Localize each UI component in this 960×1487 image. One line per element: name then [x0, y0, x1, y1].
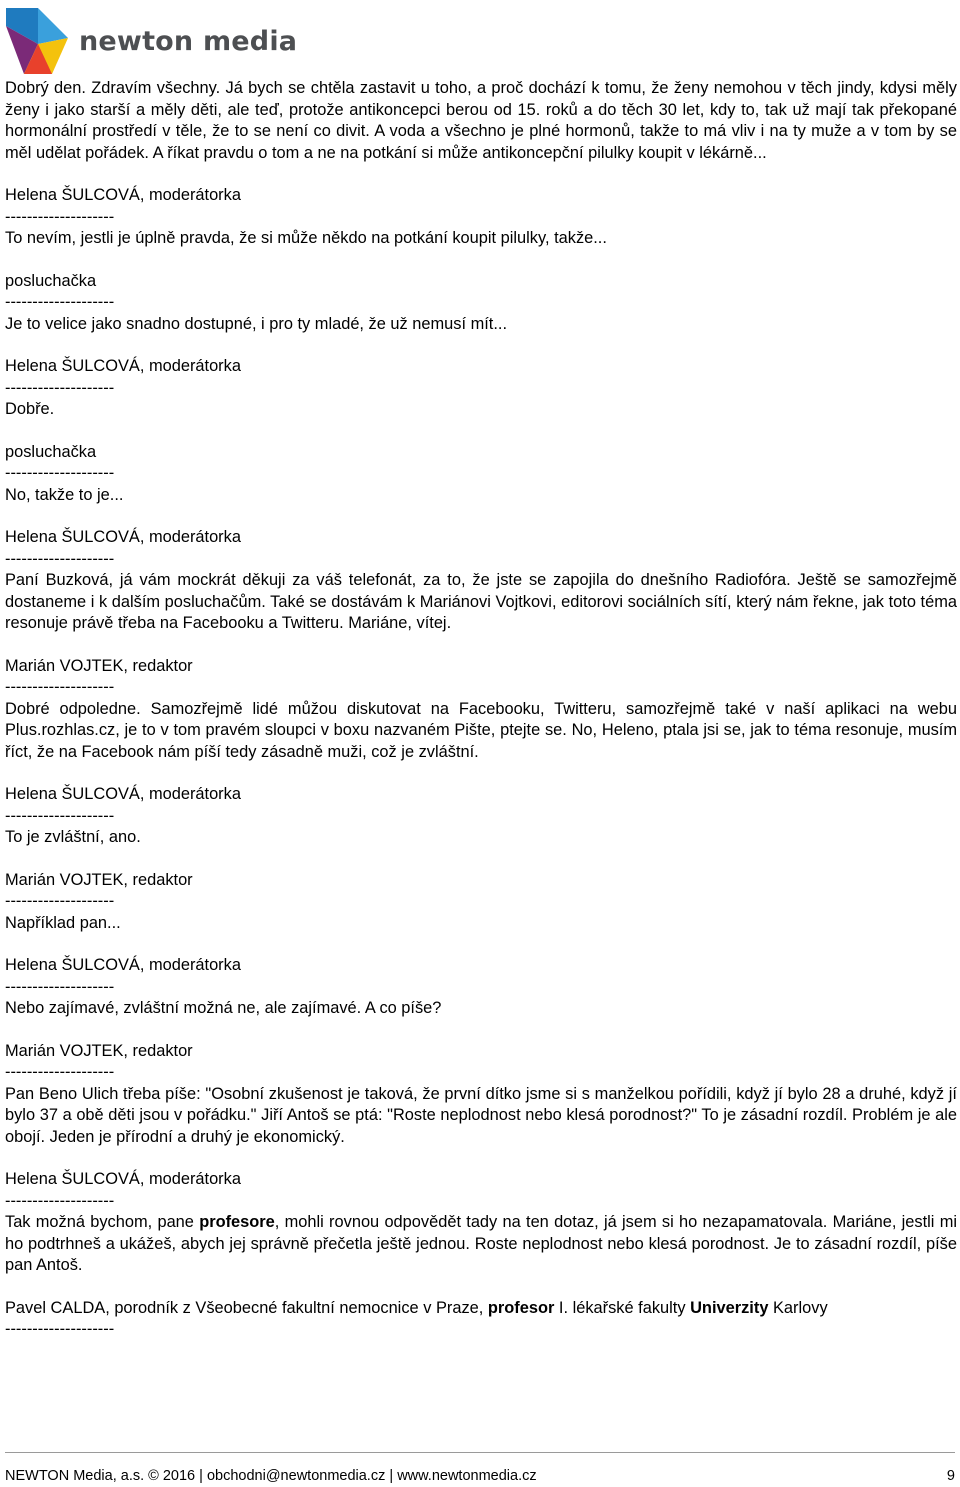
speaker-name: Helena ŠULCOVÁ, moderátorka: [5, 785, 241, 803]
separator: --------------------: [5, 1191, 115, 1210]
footer-copyright: © 2016: [148, 1468, 196, 1484]
speech-part: , mohli rovnou odpovědět tady na ten dotaz, já jsem si ho nezapamatovala. Mariáne, jestli mi ho podtrhneš a ukážeš, abych jej správně přečetla ještě jednou. Roste neplodnost nebo klesá porodnost. Je to zásadní rozdíl, píše pan Antoš.: [5, 1213, 957, 1274]
separator: --------------------: [5, 1063, 115, 1081]
speaker-name: Marián VOJTEK, redaktor: [5, 1041, 193, 1060]
speaker-bold: profesor: [487, 1298, 555, 1317]
speech-text: Dobře.: [5, 400, 55, 418]
separator: --------------------: [5, 678, 115, 696]
separator: --------------------: [5, 806, 115, 825]
speaker-name: Marián VOJTEK, redaktor: [5, 870, 193, 889]
speech-part: Tak možná bychom, pane: [5, 1213, 200, 1231]
speaker-name: Helena ŠULCOVÁ, moderátorka: [5, 956, 241, 974]
separator: --------------------: [5, 549, 115, 568]
footer-company: NEWTON Media, a.s.: [5, 1468, 145, 1484]
footer-divider: |: [199, 1468, 203, 1484]
footer-divider: |: [389, 1468, 394, 1484]
speech-text: Například pan...: [5, 913, 121, 932]
speech-text: Dobré odpoledne. Samozřejmě lidé můžou diskutovat na Facebooku, Twitteru, samozřejmě také v naší aplikaci na webu Plus.rozhlas.cz, je to v tom pravém sloupci v boxu nazvaném Pište, ptejte se. No, Heleno, ptala jsi se, jak to téma resonuje, musím říct, že na Facebook nám píší tedy zásadně muži, což je zvláštní.: [5, 699, 957, 761]
speaker-name: Helena ŠULCOVÁ, moderátorka: [5, 357, 241, 375]
speech-text: Je to velice jako snadno dostupné, i pro ty mladé, že už nemusí mít...: [5, 314, 507, 333]
speaker-name: Helena ŠULCOVÁ, moderátorka: [5, 528, 241, 546]
separator: --------------------: [5, 892, 115, 910]
logo-text: newton media: [79, 26, 298, 57]
separator: --------------------: [5, 464, 115, 482]
page-number: 9: [946, 1468, 955, 1484]
separator: --------------------: [5, 1320, 115, 1338]
speech-text: Pan Beno Ulich třeba píše: "Osobní zkušenost je taková, že první dítko jsme si s manželkou pořídili, když jí bylo 28 a druhé, když jí bylo 37 a obě děti jsou v pořádku." Jiří Antoš se ptá: "Roste neplodnost nebo klesá porodnost?" To je zásadní rozdíl. Problém je ale obojí. Jeden je přírodní a druhý je ekonomický.: [5, 1084, 957, 1146]
footer-web-link[interactable]: www.newtonmedia.cz: [397, 1468, 537, 1484]
speech-text: To je zvláštní, ano.: [5, 828, 141, 846]
speech-text: [5, 1212, 957, 1277]
speaker-name: posluchačka: [5, 442, 97, 461]
transcript: [5, 78, 957, 1341]
footer-email-link[interactable]: obchodni@newtonmedia.cz: [206, 1468, 386, 1484]
speaker-part: Pavel CALDA, porodník z Všeobecné fakultní nemocnice v Praze,: [5, 1298, 488, 1317]
speech-bold: profesore: [199, 1213, 275, 1231]
separator: --------------------: [5, 378, 115, 397]
speech-text: Paní Buzková, já vám mockrát děkuji za váš telefonát, za to, že jste se zapojila do dnešního Radiofóra. Ještě se samozřejmě dostaneme i k dalším posluchačům. Také se dostávám k Mariánovi Vojtkovi, editorovi sociálních sítí, který nám řekne, jak toto téma resonuje právě třeba na Facebooku a Twitteru. Mariáne, vítej.: [5, 571, 957, 632]
footer-info: [5, 1468, 537, 1484]
speaker-name: Helena ŠULCOVÁ, moderátorka: [5, 1170, 241, 1188]
separator: --------------------: [5, 977, 115, 996]
speaker-name: Marián VOJTEK, redaktor: [5, 656, 193, 675]
page-header: [4, 4, 304, 76]
separator: --------------------: [5, 293, 115, 311]
speaker-name: Helena ŠULCOVÁ, moderátorka: [5, 186, 241, 204]
speaker-part: Karlovy: [768, 1298, 828, 1317]
final-speaker: [5, 1298, 957, 1320]
page-footer: [5, 1452, 955, 1484]
speech-text: Nebo zajímavé, zvláštní možná ne, ale zajímavé. A co píše?: [5, 999, 442, 1017]
speaker-name: posluchačka: [5, 271, 97, 290]
speech-text: To nevím, jestli je úplně pravda, že si může někdo na potkání koupit pilulky, takže...: [5, 229, 607, 247]
transcript-blocks: [5, 185, 957, 1148]
speaker-bold: Univerzity: [690, 1298, 769, 1317]
speaker-part: I. lékařské fakulty: [554, 1298, 691, 1317]
intro-paragraph: Dobrý den. Zdravím všechny. Já bych se chtěla zastavit u toho, a proč dochází k tomu, že ženy nemohou v těch jindy, kdysi měly ženy i jako starší a měly děti, ale teď, protože antikoncepci berou od 15. roků a do těch 30 let, kdy to, tak už mají tak překopané hormonální prostředí v těle, že to se není co divit. A voda a všechno je plné hormonů, takže to má vliv i na ty muže a v tom by se měl udělat pořádek. A říkat pravdu o tom a ne na potkání si může antikoncepční pilulky koupit v lékárně...: [5, 79, 957, 162]
newton-media-logo-icon: [4, 4, 70, 76]
separator: --------------------: [5, 207, 115, 226]
speech-text: No, takže to je...: [5, 485, 124, 504]
